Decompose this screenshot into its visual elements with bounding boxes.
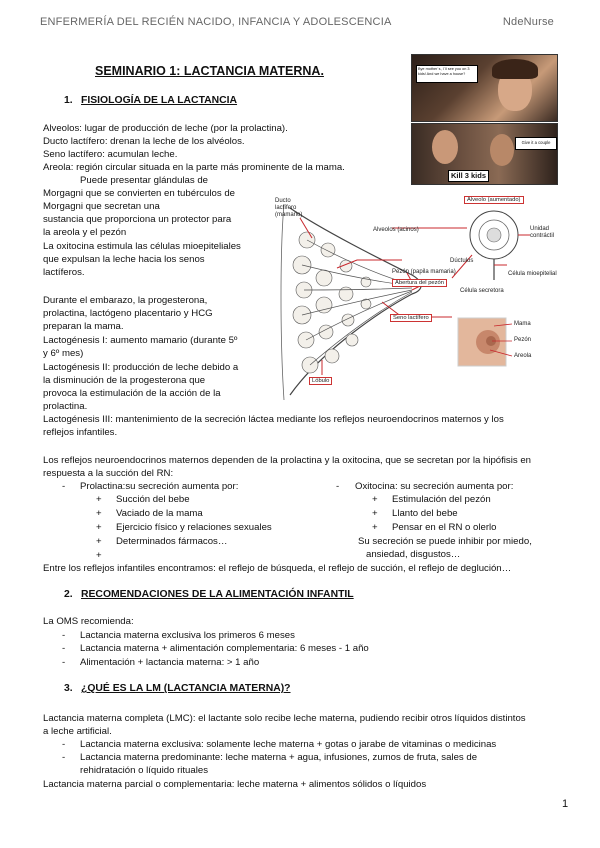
meme-image-top	[411, 54, 558, 122]
prolactina-title: Prolactina:su secreción aumenta por:	[80, 481, 239, 492]
plus-icon: +	[96, 536, 102, 547]
label-celula-mioepitelial: Célula mioepitelial	[508, 271, 557, 277]
oxitocina-title: Oxitocina: su secreción aumenta por:	[355, 481, 514, 492]
meme-speech-bubble-2: Give it a couple	[515, 137, 557, 150]
text-line-reflejos-infantiles: Entre los reflejos infantiles encontramos: el reflejo de búsqueda, el reflejo de succión, el reflejo de deglución…	[43, 563, 512, 574]
plus-icon: +	[96, 494, 102, 505]
running-header-brand: NdeNurse	[502, 16, 554, 28]
alveolus-illustration	[470, 211, 518, 280]
text-line-embarazo-3: preparan la mama.	[43, 321, 124, 332]
text-line-oxitocina-3: lactíferos.	[43, 267, 85, 278]
meme-speech-bubble-1: Bye mother´s, I´ll see you on 3 kids! And we have a house?	[416, 65, 478, 83]
text-line-lactogenesis-2c: provoca la estimulación de la acción de la	[43, 388, 221, 399]
dash-icon: -	[62, 752, 66, 763]
text-line-reflejos-2: respuesta a la succión del RN:	[43, 468, 174, 479]
text-line-areola: Areola: región circular situada en la parte más prominente de la mama.	[43, 162, 345, 173]
meme-caption: Kill 3 kids	[448, 170, 489, 182]
section-3-heading: ¿QUÉ ES LA LM (LACTANCIA MATERNA)?	[81, 683, 291, 694]
plus-icon: +	[372, 494, 378, 505]
oxitocina-note-2: ansiedad, disgustos…	[366, 549, 461, 560]
running-header-title: ENFERMERÍA DEL RECIÉN NACIDO, INFANCIA Y ADOLESCENCIA	[40, 16, 392, 28]
section-2-number: 2.	[64, 589, 73, 600]
oxitocina-note-1: Su secreción se puede inhibir por miedo,	[358, 536, 532, 547]
prolactina-dash: -	[62, 481, 66, 492]
plus-icon: +	[96, 522, 102, 533]
label-pezon: Pezón	[514, 337, 532, 343]
plus-icon: +	[96, 550, 102, 561]
text-line-oxitocina-2: que expulsan la leche hacia los senos	[43, 254, 205, 265]
label-alveolos-acinos: Alveolos (acinos)	[373, 227, 419, 233]
dash-icon: -	[62, 739, 66, 750]
lm-item: Lactancia materna predominante: leche materna + agua, infusiones, zumos de fruta, sales de	[80, 752, 478, 763]
text-line-seno: Seno lactífero: acumulan leche.	[43, 149, 178, 160]
prolactina-item: Vaciado de la mama	[116, 508, 203, 519]
label-celula-secretora: Célula secretora	[460, 288, 504, 294]
text-line-morgagni-3: Morgagni que secretan una	[43, 201, 160, 212]
text-line-oxitocina-1: La oxitocina estimula las células mioepiteliales	[43, 241, 241, 252]
text-line-lactogenesis-1a: Lactogénesis I: aumento mamario (durante 5º	[43, 335, 238, 346]
text-line-lactogenesis-3b: reflejos infantiles.	[43, 427, 118, 438]
label-mama: Mama	[514, 321, 531, 327]
text-line-lactogenesis-1b: y 6º mes)	[43, 348, 84, 359]
dash-icon: -	[62, 630, 66, 641]
lm-item: Lactancia materna exclusiva: solamente leche materna + gotas o jarabe de vitaminas o medicinas	[80, 739, 497, 750]
text-line-ducto: Ducto lactífero: drenan la leche de los alvéolos.	[43, 136, 245, 147]
oms-intro: La OMS recomienda:	[43, 616, 134, 627]
text-line-embarazo-2: prolactina, lactógeno placentario y HCG	[43, 308, 213, 319]
lm-parcial: Lactancia materna parcial o complementaria: leche materna + alimentos sólidos o líquidos	[43, 779, 427, 790]
dash-icon: -	[62, 657, 66, 668]
oms-item: Alimentación + lactancia materna: > 1 año	[80, 657, 260, 668]
label-seno-lactifero: Seno lactífero	[390, 314, 432, 322]
oxitocina-dash: -	[336, 481, 340, 492]
oxitocina-item: Estimulación del pezón	[392, 494, 491, 505]
text-line-lactogenesis-2d: prolactina.	[43, 401, 88, 412]
plus-icon: +	[372, 522, 378, 533]
plus-icon: +	[96, 508, 102, 519]
breast-anatomy-diagram	[262, 190, 562, 415]
lm-item-cont: rehidratación o líquido rituales	[80, 765, 208, 776]
text-line-alveolos: Alveolos: lugar de producción de leche (por la prolactina).	[43, 123, 288, 134]
section-2-heading: RECOMENDACIONES DE LA ALIMENTACIÓN INFANTIL	[81, 589, 354, 600]
page-title: SEMINARIO 1: LACTANCIA MATERNA.	[95, 64, 324, 78]
label-lobulo: Lóbulo	[309, 377, 332, 385]
meme-image-bottom	[411, 123, 558, 185]
prolactina-item: Determinados fármacos…	[116, 536, 228, 547]
plus-icon: +	[372, 508, 378, 519]
section-3-number: 3.	[64, 683, 73, 694]
label-alveolo-aumentado: Alveolo (aumentado)	[464, 196, 524, 204]
text-line-morgagni-2: Morgagni que se convierten en tubérculos de	[43, 188, 235, 199]
oxitocina-item: Pensar en el RN o olerlo	[392, 522, 497, 533]
lmc-line-1: Lactancia materna completa (LMC): el lactante solo recibe leche materna, pudiendo recibir otros líquidos distintos	[43, 713, 526, 724]
text-line-morgagni-1: Puede presentar glándulas de	[80, 175, 209, 186]
face-illustration-right	[490, 134, 514, 166]
label-areola: Areola	[514, 353, 532, 359]
oms-item: Lactancia materna + alimentación complementaria: 6 meses - 1 año	[80, 643, 369, 654]
oms-item: Lactancia materna exclusiva los primeros 6 meses	[80, 630, 295, 641]
prolactina-item: Succión del bebe	[116, 494, 190, 505]
section-1-heading: FISIOLOGÍA DE LA LACTANCIA	[81, 95, 238, 106]
prolactina-item: Ejercicio físico y relaciones sexuales	[116, 522, 272, 533]
hair-illustration	[492, 59, 538, 79]
text-line-morgagni-4: sustancia que proporciona un protector para	[43, 214, 232, 225]
label-abertura-pezon: Abertura del pezón	[392, 279, 447, 287]
lmc-line-2: a leche artificial.	[43, 726, 112, 737]
label-pezon-papila: Pezón (papila mamaria)	[392, 269, 456, 275]
face-illustration-left	[432, 130, 458, 164]
text-line-morgagni-5: la areola y el pezón	[43, 227, 127, 238]
text-line-lactogenesis-2b: la disminución de la progesterona que	[43, 375, 206, 386]
section-1-number: 1.	[64, 95, 73, 106]
text-line-lactogenesis-2a: Lactogénesis II: producción de leche debido a	[43, 362, 239, 373]
text-line-lactogenesis-3a: Lactogénesis III: mantenimiento de la secreción láctea mediante los reflejos neuroendocrinos maternos y los	[43, 414, 504, 425]
dash-icon: -	[62, 643, 66, 654]
page-number: 1	[562, 798, 569, 810]
label-ducto-lactifero: Ducto lactífero (mamario)	[275, 198, 303, 218]
oxitocina-item: Llanto del bebe	[392, 508, 458, 519]
text-line-reflejos-1: Los reflejos neuroendocrinos maternos dependen de la prolactina y la oxitocina, que se secretan por la hipófisis en	[43, 455, 531, 466]
label-ductulos: Dúctulos	[450, 258, 474, 264]
text-line-embarazo-1: Durante el embarazo, la progesterona,	[43, 295, 208, 306]
label-unidad-contractil: Unidad contráctil	[530, 226, 555, 239]
